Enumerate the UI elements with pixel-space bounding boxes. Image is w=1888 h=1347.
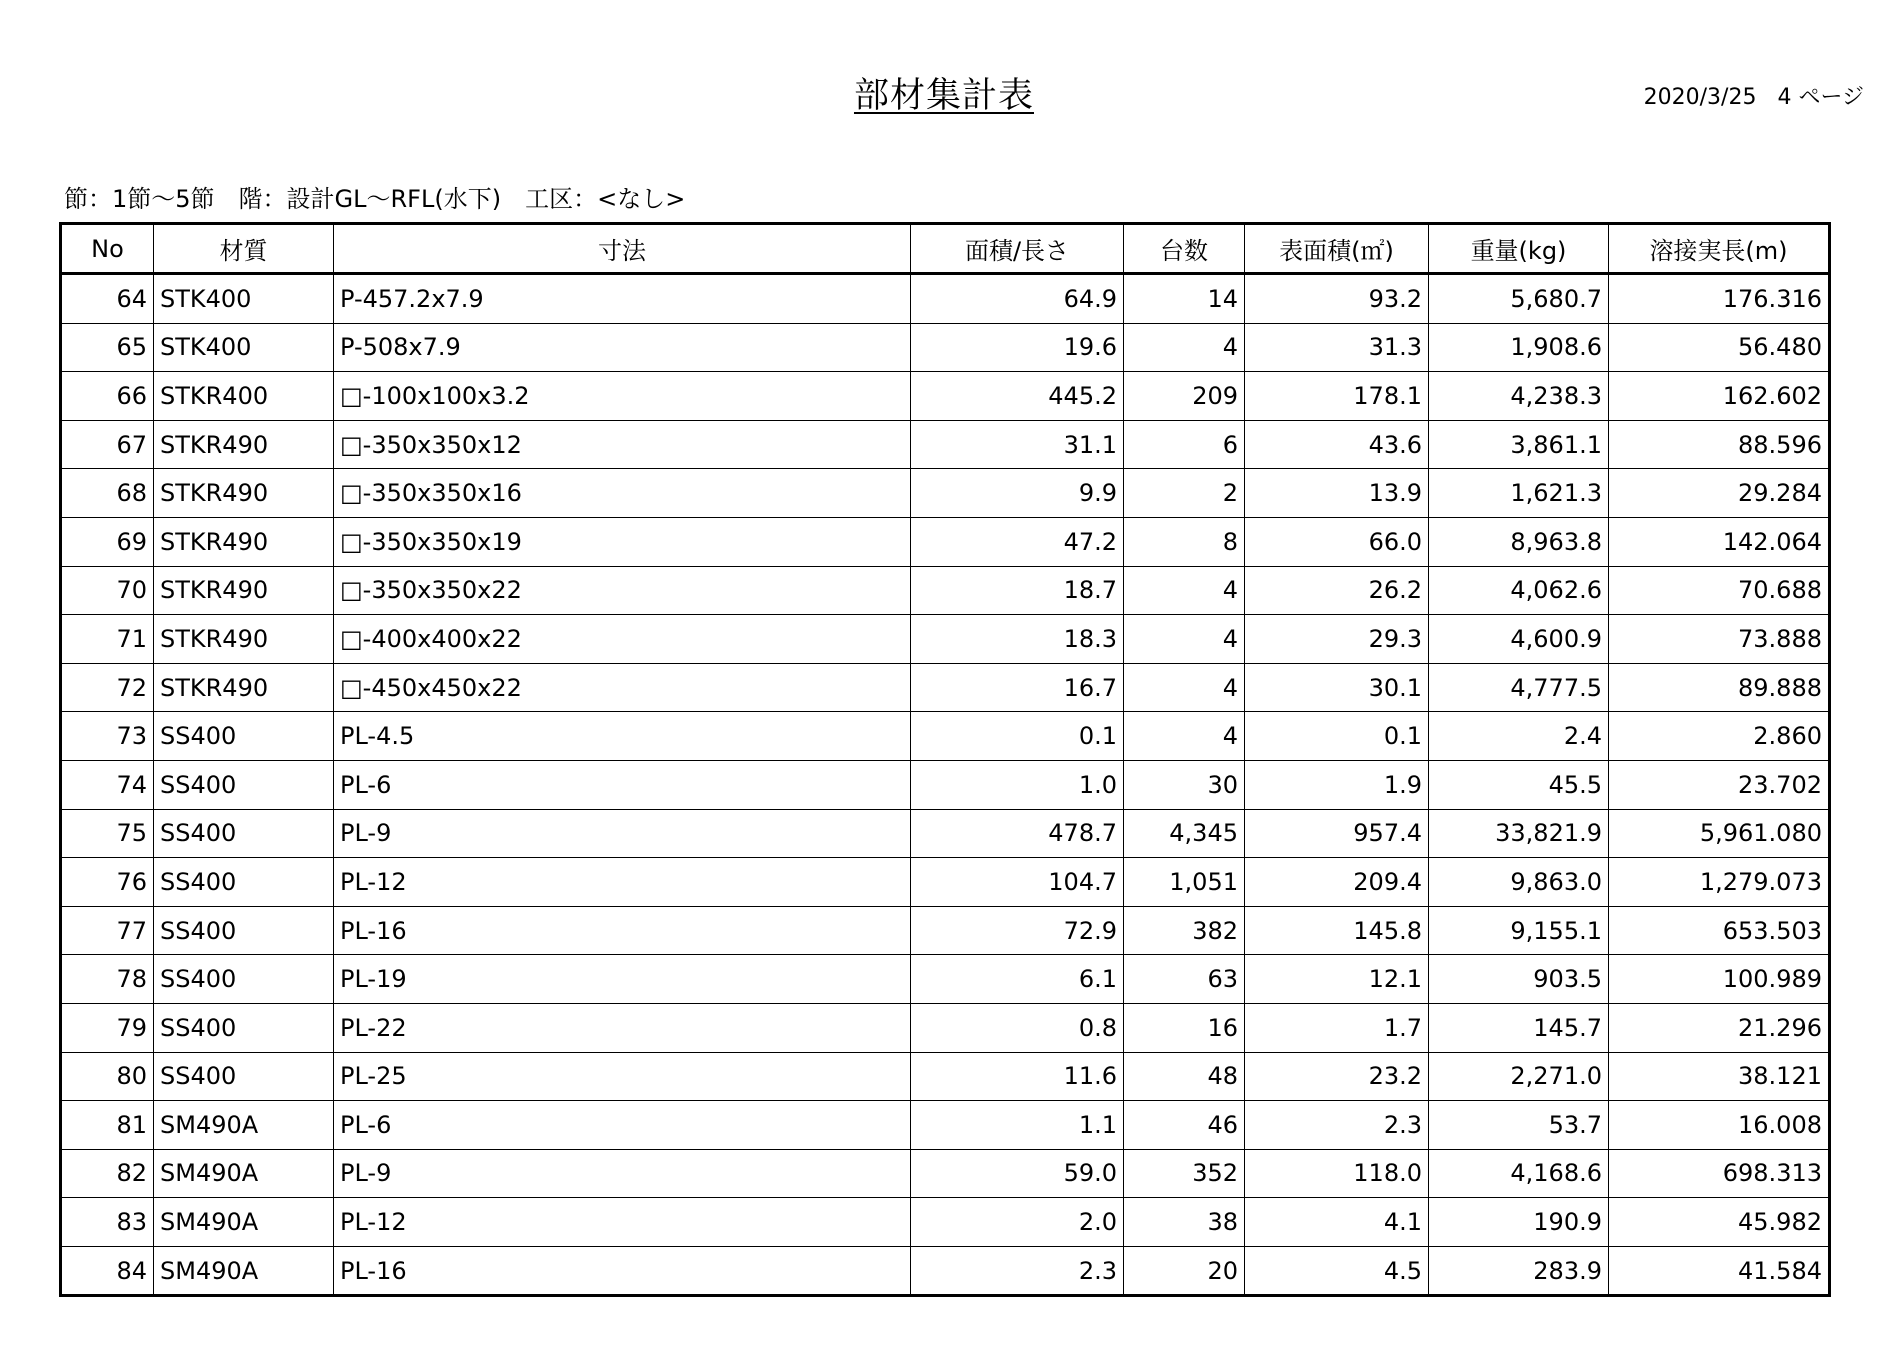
cell-no: 73 bbox=[61, 712, 154, 761]
cell-surface-area: 1.9 bbox=[1245, 760, 1429, 809]
cell-material: SS400 bbox=[154, 955, 334, 1004]
cell-surface-area: 29.3 bbox=[1245, 615, 1429, 664]
cell-dimension: PL-25 bbox=[334, 1052, 911, 1101]
cell-no: 83 bbox=[61, 1198, 154, 1247]
cell-surface-area: 31.3 bbox=[1245, 323, 1429, 372]
cell-area-length: 445.2 bbox=[911, 372, 1124, 421]
cell-dimension: PL-22 bbox=[334, 1003, 911, 1052]
cell-material: SS400 bbox=[154, 760, 334, 809]
table-row bbox=[61, 1198, 1830, 1247]
cell-surface-area: 2.3 bbox=[1245, 1101, 1429, 1150]
print-date: 2020/3/25 bbox=[1643, 85, 1757, 110]
page-suffix: ページ bbox=[1798, 85, 1864, 110]
table-row bbox=[61, 906, 1830, 955]
cell-material: SM490A bbox=[154, 1246, 334, 1296]
cell-count: 209 bbox=[1124, 372, 1245, 421]
table-body bbox=[61, 274, 1830, 1296]
cell-weight: 1,621.3 bbox=[1429, 469, 1609, 518]
table-row bbox=[61, 517, 1830, 566]
cell-area-length: 16.7 bbox=[911, 663, 1124, 712]
cell-material: SS400 bbox=[154, 906, 334, 955]
cell-material: SS400 bbox=[154, 712, 334, 761]
table-row bbox=[61, 1149, 1830, 1198]
cell-count: 8 bbox=[1124, 517, 1245, 566]
cell-dimension: □-350x350x19 bbox=[334, 517, 911, 566]
page-info bbox=[1644, 84, 1864, 112]
cell-no: 65 bbox=[61, 323, 154, 372]
cell-dimension: PL-4.5 bbox=[334, 712, 911, 761]
cell-no: 69 bbox=[61, 517, 154, 566]
cell-no: 84 bbox=[61, 1246, 154, 1296]
cell-surface-area: 118.0 bbox=[1245, 1149, 1429, 1198]
cell-dimension: P-457.2x7.9 bbox=[334, 274, 911, 324]
cell-surface-area: 957.4 bbox=[1245, 809, 1429, 858]
cell-count: 352 bbox=[1124, 1149, 1245, 1198]
cell-surface-area: 93.2 bbox=[1245, 274, 1429, 324]
cell-surface-area: 4.1 bbox=[1245, 1198, 1429, 1247]
cell-no: 71 bbox=[61, 615, 154, 664]
cell-weld-length: 89.888 bbox=[1609, 663, 1830, 712]
cell-count: 46 bbox=[1124, 1101, 1245, 1150]
cell-weld-length: 29.284 bbox=[1609, 469, 1830, 518]
cell-no: 78 bbox=[61, 955, 154, 1004]
cell-count: 30 bbox=[1124, 760, 1245, 809]
cell-material: SS400 bbox=[154, 809, 334, 858]
cell-no: 81 bbox=[61, 1101, 154, 1150]
cell-weld-length: 70.688 bbox=[1609, 566, 1830, 615]
cell-weight: 5,680.7 bbox=[1429, 274, 1609, 324]
cell-weld-length: 698.313 bbox=[1609, 1149, 1830, 1198]
cell-no: 80 bbox=[61, 1052, 154, 1101]
cell-dimension: PL-12 bbox=[334, 1198, 911, 1247]
cell-area-length: 0.8 bbox=[911, 1003, 1124, 1052]
table-row bbox=[61, 858, 1830, 907]
cell-weight: 45.5 bbox=[1429, 760, 1609, 809]
cell-area-length: 11.6 bbox=[911, 1052, 1124, 1101]
cell-count: 1,051 bbox=[1124, 858, 1245, 907]
table-row bbox=[61, 274, 1830, 324]
cell-weld-length: 142.064 bbox=[1609, 517, 1830, 566]
cell-weight: 190.9 bbox=[1429, 1198, 1609, 1247]
cell-weld-length: 21.296 bbox=[1609, 1003, 1830, 1052]
cell-no: 82 bbox=[61, 1149, 154, 1198]
cell-surface-area: 13.9 bbox=[1245, 469, 1429, 518]
cell-dimension: PL-16 bbox=[334, 906, 911, 955]
cell-material: SS400 bbox=[154, 1052, 334, 1101]
cell-no: 77 bbox=[61, 906, 154, 955]
cell-weight: 4,062.6 bbox=[1429, 566, 1609, 615]
cell-area-length: 18.3 bbox=[911, 615, 1124, 664]
table-header-row bbox=[61, 224, 1830, 274]
cell-weld-length: 100.989 bbox=[1609, 955, 1830, 1004]
cell-no: 70 bbox=[61, 566, 154, 615]
cell-weight: 283.9 bbox=[1429, 1246, 1609, 1296]
cell-count: 20 bbox=[1124, 1246, 1245, 1296]
header-count: 台数 bbox=[1124, 224, 1245, 274]
cell-area-length: 72.9 bbox=[911, 906, 1124, 955]
cell-dimension: PL-9 bbox=[334, 1149, 911, 1198]
cell-dimension: PL-9 bbox=[334, 809, 911, 858]
table-row bbox=[61, 1003, 1830, 1052]
cell-dimension: □-350x350x22 bbox=[334, 566, 911, 615]
cell-weight: 33,821.9 bbox=[1429, 809, 1609, 858]
header-material: 材質 bbox=[154, 224, 334, 274]
cell-dimension: PL-6 bbox=[334, 760, 911, 809]
cell-count: 2 bbox=[1124, 469, 1245, 518]
cell-weld-length: 88.596 bbox=[1609, 420, 1830, 469]
cell-no: 67 bbox=[61, 420, 154, 469]
cell-count: 16 bbox=[1124, 1003, 1245, 1052]
document-title bbox=[0, 74, 1888, 118]
cell-weld-length: 23.702 bbox=[1609, 760, 1830, 809]
cell-surface-area: 43.6 bbox=[1245, 420, 1429, 469]
cell-dimension: □-350x350x12 bbox=[334, 420, 911, 469]
cell-weight: 1,908.6 bbox=[1429, 323, 1609, 372]
cell-no: 76 bbox=[61, 858, 154, 907]
cell-dimension: □-400x400x22 bbox=[334, 615, 911, 664]
cell-dimension: PL-19 bbox=[334, 955, 911, 1004]
cell-material: STKR490 bbox=[154, 517, 334, 566]
cell-dimension: PL-16 bbox=[334, 1246, 911, 1296]
page-number: 4 bbox=[1777, 85, 1792, 110]
cell-weld-length: 16.008 bbox=[1609, 1101, 1830, 1150]
cell-count: 4 bbox=[1124, 712, 1245, 761]
cell-weight: 4,600.9 bbox=[1429, 615, 1609, 664]
cell-area-length: 6.1 bbox=[911, 955, 1124, 1004]
cell-weight: 53.7 bbox=[1429, 1101, 1609, 1150]
cell-surface-area: 0.1 bbox=[1245, 712, 1429, 761]
cell-no: 74 bbox=[61, 760, 154, 809]
cell-material: STKR490 bbox=[154, 663, 334, 712]
cell-weld-length: 5,961.080 bbox=[1609, 809, 1830, 858]
cell-surface-area: 145.8 bbox=[1245, 906, 1429, 955]
cell-no: 75 bbox=[61, 809, 154, 858]
cell-dimension: P-508x7.9 bbox=[334, 323, 911, 372]
cell-dimension: PL-6 bbox=[334, 1101, 911, 1150]
cell-count: 4,345 bbox=[1124, 809, 1245, 858]
table-row bbox=[61, 760, 1830, 809]
cell-weld-length: 176.316 bbox=[1609, 274, 1830, 324]
cell-count: 4 bbox=[1124, 323, 1245, 372]
table-row bbox=[61, 1052, 1830, 1101]
cell-weight: 903.5 bbox=[1429, 955, 1609, 1004]
cell-surface-area: 66.0 bbox=[1245, 517, 1429, 566]
cell-area-length: 0.1 bbox=[911, 712, 1124, 761]
cell-weight: 2,271.0 bbox=[1429, 1052, 1609, 1101]
cell-no: 64 bbox=[61, 274, 154, 324]
table-row bbox=[61, 372, 1830, 421]
cell-weld-length: 2.860 bbox=[1609, 712, 1830, 761]
header-weight: 重量(kg) bbox=[1429, 224, 1609, 274]
table-row bbox=[61, 1246, 1830, 1296]
cell-weld-length: 45.982 bbox=[1609, 1198, 1830, 1247]
cell-no: 72 bbox=[61, 663, 154, 712]
table-row bbox=[61, 615, 1830, 664]
cell-material: SS400 bbox=[154, 1003, 334, 1052]
table-row bbox=[61, 323, 1830, 372]
cell-surface-area: 12.1 bbox=[1245, 955, 1429, 1004]
cell-material: SM490A bbox=[154, 1198, 334, 1247]
table-row bbox=[61, 1101, 1830, 1150]
header-dimension: 寸法 bbox=[334, 224, 911, 274]
cell-area-length: 478.7 bbox=[911, 809, 1124, 858]
cell-count: 48 bbox=[1124, 1052, 1245, 1101]
document-title-text: 部材集計表 bbox=[853, 76, 1034, 116]
cell-area-length: 1.0 bbox=[911, 760, 1124, 809]
cell-material: STKR400 bbox=[154, 372, 334, 421]
cell-surface-area: 30.1 bbox=[1245, 663, 1429, 712]
header-surface-area: 表面積(㎡) bbox=[1245, 224, 1429, 274]
cell-area-length: 19.6 bbox=[911, 323, 1124, 372]
cell-no: 79 bbox=[61, 1003, 154, 1052]
cell-weight: 4,238.3 bbox=[1429, 372, 1609, 421]
cell-area-length: 31.1 bbox=[911, 420, 1124, 469]
header-weld-length: 溶接実長(m) bbox=[1609, 224, 1830, 274]
cell-surface-area: 178.1 bbox=[1245, 372, 1429, 421]
table-row bbox=[61, 469, 1830, 518]
cell-no: 68 bbox=[61, 469, 154, 518]
cell-weld-length: 653.503 bbox=[1609, 906, 1830, 955]
cell-dimension: □-100x100x3.2 bbox=[334, 372, 911, 421]
header-no: No bbox=[61, 224, 154, 274]
cell-weld-length: 1,279.073 bbox=[1609, 858, 1830, 907]
table-row bbox=[61, 712, 1830, 761]
cell-material: STK400 bbox=[154, 274, 334, 324]
cell-weld-length: 56.480 bbox=[1609, 323, 1830, 372]
cell-count: 6 bbox=[1124, 420, 1245, 469]
cell-weight: 8,963.8 bbox=[1429, 517, 1609, 566]
table-row bbox=[61, 955, 1830, 1004]
cell-weld-length: 162.602 bbox=[1609, 372, 1830, 421]
cell-area-length: 2.3 bbox=[911, 1246, 1124, 1296]
table-row bbox=[61, 663, 1830, 712]
cell-weight: 9,863.0 bbox=[1429, 858, 1609, 907]
cell-area-length: 104.7 bbox=[911, 858, 1124, 907]
cell-surface-area: 1.7 bbox=[1245, 1003, 1429, 1052]
table-row bbox=[61, 566, 1830, 615]
cell-area-length: 59.0 bbox=[911, 1149, 1124, 1198]
cell-count: 4 bbox=[1124, 663, 1245, 712]
table-row bbox=[61, 809, 1830, 858]
cell-weld-length: 73.888 bbox=[1609, 615, 1830, 664]
cell-weight: 3,861.1 bbox=[1429, 420, 1609, 469]
cell-material: SS400 bbox=[154, 858, 334, 907]
cell-material: STK400 bbox=[154, 323, 334, 372]
cell-surface-area: 4.5 bbox=[1245, 1246, 1429, 1296]
cell-dimension: PL-12 bbox=[334, 858, 911, 907]
cell-weld-length: 38.121 bbox=[1609, 1052, 1830, 1101]
cell-weight: 4,168.6 bbox=[1429, 1149, 1609, 1198]
cell-area-length: 2.0 bbox=[911, 1198, 1124, 1247]
header-area-length: 面積/長さ bbox=[911, 224, 1124, 274]
cell-material: STKR490 bbox=[154, 420, 334, 469]
cell-no: 66 bbox=[61, 372, 154, 421]
cell-count: 14 bbox=[1124, 274, 1245, 324]
cell-surface-area: 26.2 bbox=[1245, 566, 1429, 615]
cell-surface-area: 23.2 bbox=[1245, 1052, 1429, 1101]
cell-material: STKR490 bbox=[154, 469, 334, 518]
cell-weight: 145.7 bbox=[1429, 1003, 1609, 1052]
cell-dimension: □-450x450x22 bbox=[334, 663, 911, 712]
cell-count: 382 bbox=[1124, 906, 1245, 955]
cell-count: 38 bbox=[1124, 1198, 1245, 1247]
cell-dimension: □-350x350x16 bbox=[334, 469, 911, 518]
cell-area-length: 1.1 bbox=[911, 1101, 1124, 1150]
cell-material: STKR490 bbox=[154, 566, 334, 615]
cell-surface-area: 209.4 bbox=[1245, 858, 1429, 907]
cell-area-length: 9.9 bbox=[911, 469, 1124, 518]
cell-weld-length: 41.584 bbox=[1609, 1246, 1830, 1296]
cell-material: STKR490 bbox=[154, 615, 334, 664]
cell-count: 4 bbox=[1124, 615, 1245, 664]
filter-conditions: 節：1節～5節 階：設計GL～RFL(水下) 工区：<なし> bbox=[64, 185, 686, 213]
table-row bbox=[61, 420, 1830, 469]
cell-weight: 2.4 bbox=[1429, 712, 1609, 761]
cell-count: 63 bbox=[1124, 955, 1245, 1004]
cell-area-length: 47.2 bbox=[911, 517, 1124, 566]
cell-count: 4 bbox=[1124, 566, 1245, 615]
member-summary-table bbox=[59, 222, 1831, 1297]
cell-weight: 9,155.1 bbox=[1429, 906, 1609, 955]
cell-weight: 4,777.5 bbox=[1429, 663, 1609, 712]
cell-area-length: 64.9 bbox=[911, 274, 1124, 324]
cell-area-length: 18.7 bbox=[911, 566, 1124, 615]
cell-material: SM490A bbox=[154, 1149, 334, 1198]
cell-material: SM490A bbox=[154, 1101, 334, 1150]
